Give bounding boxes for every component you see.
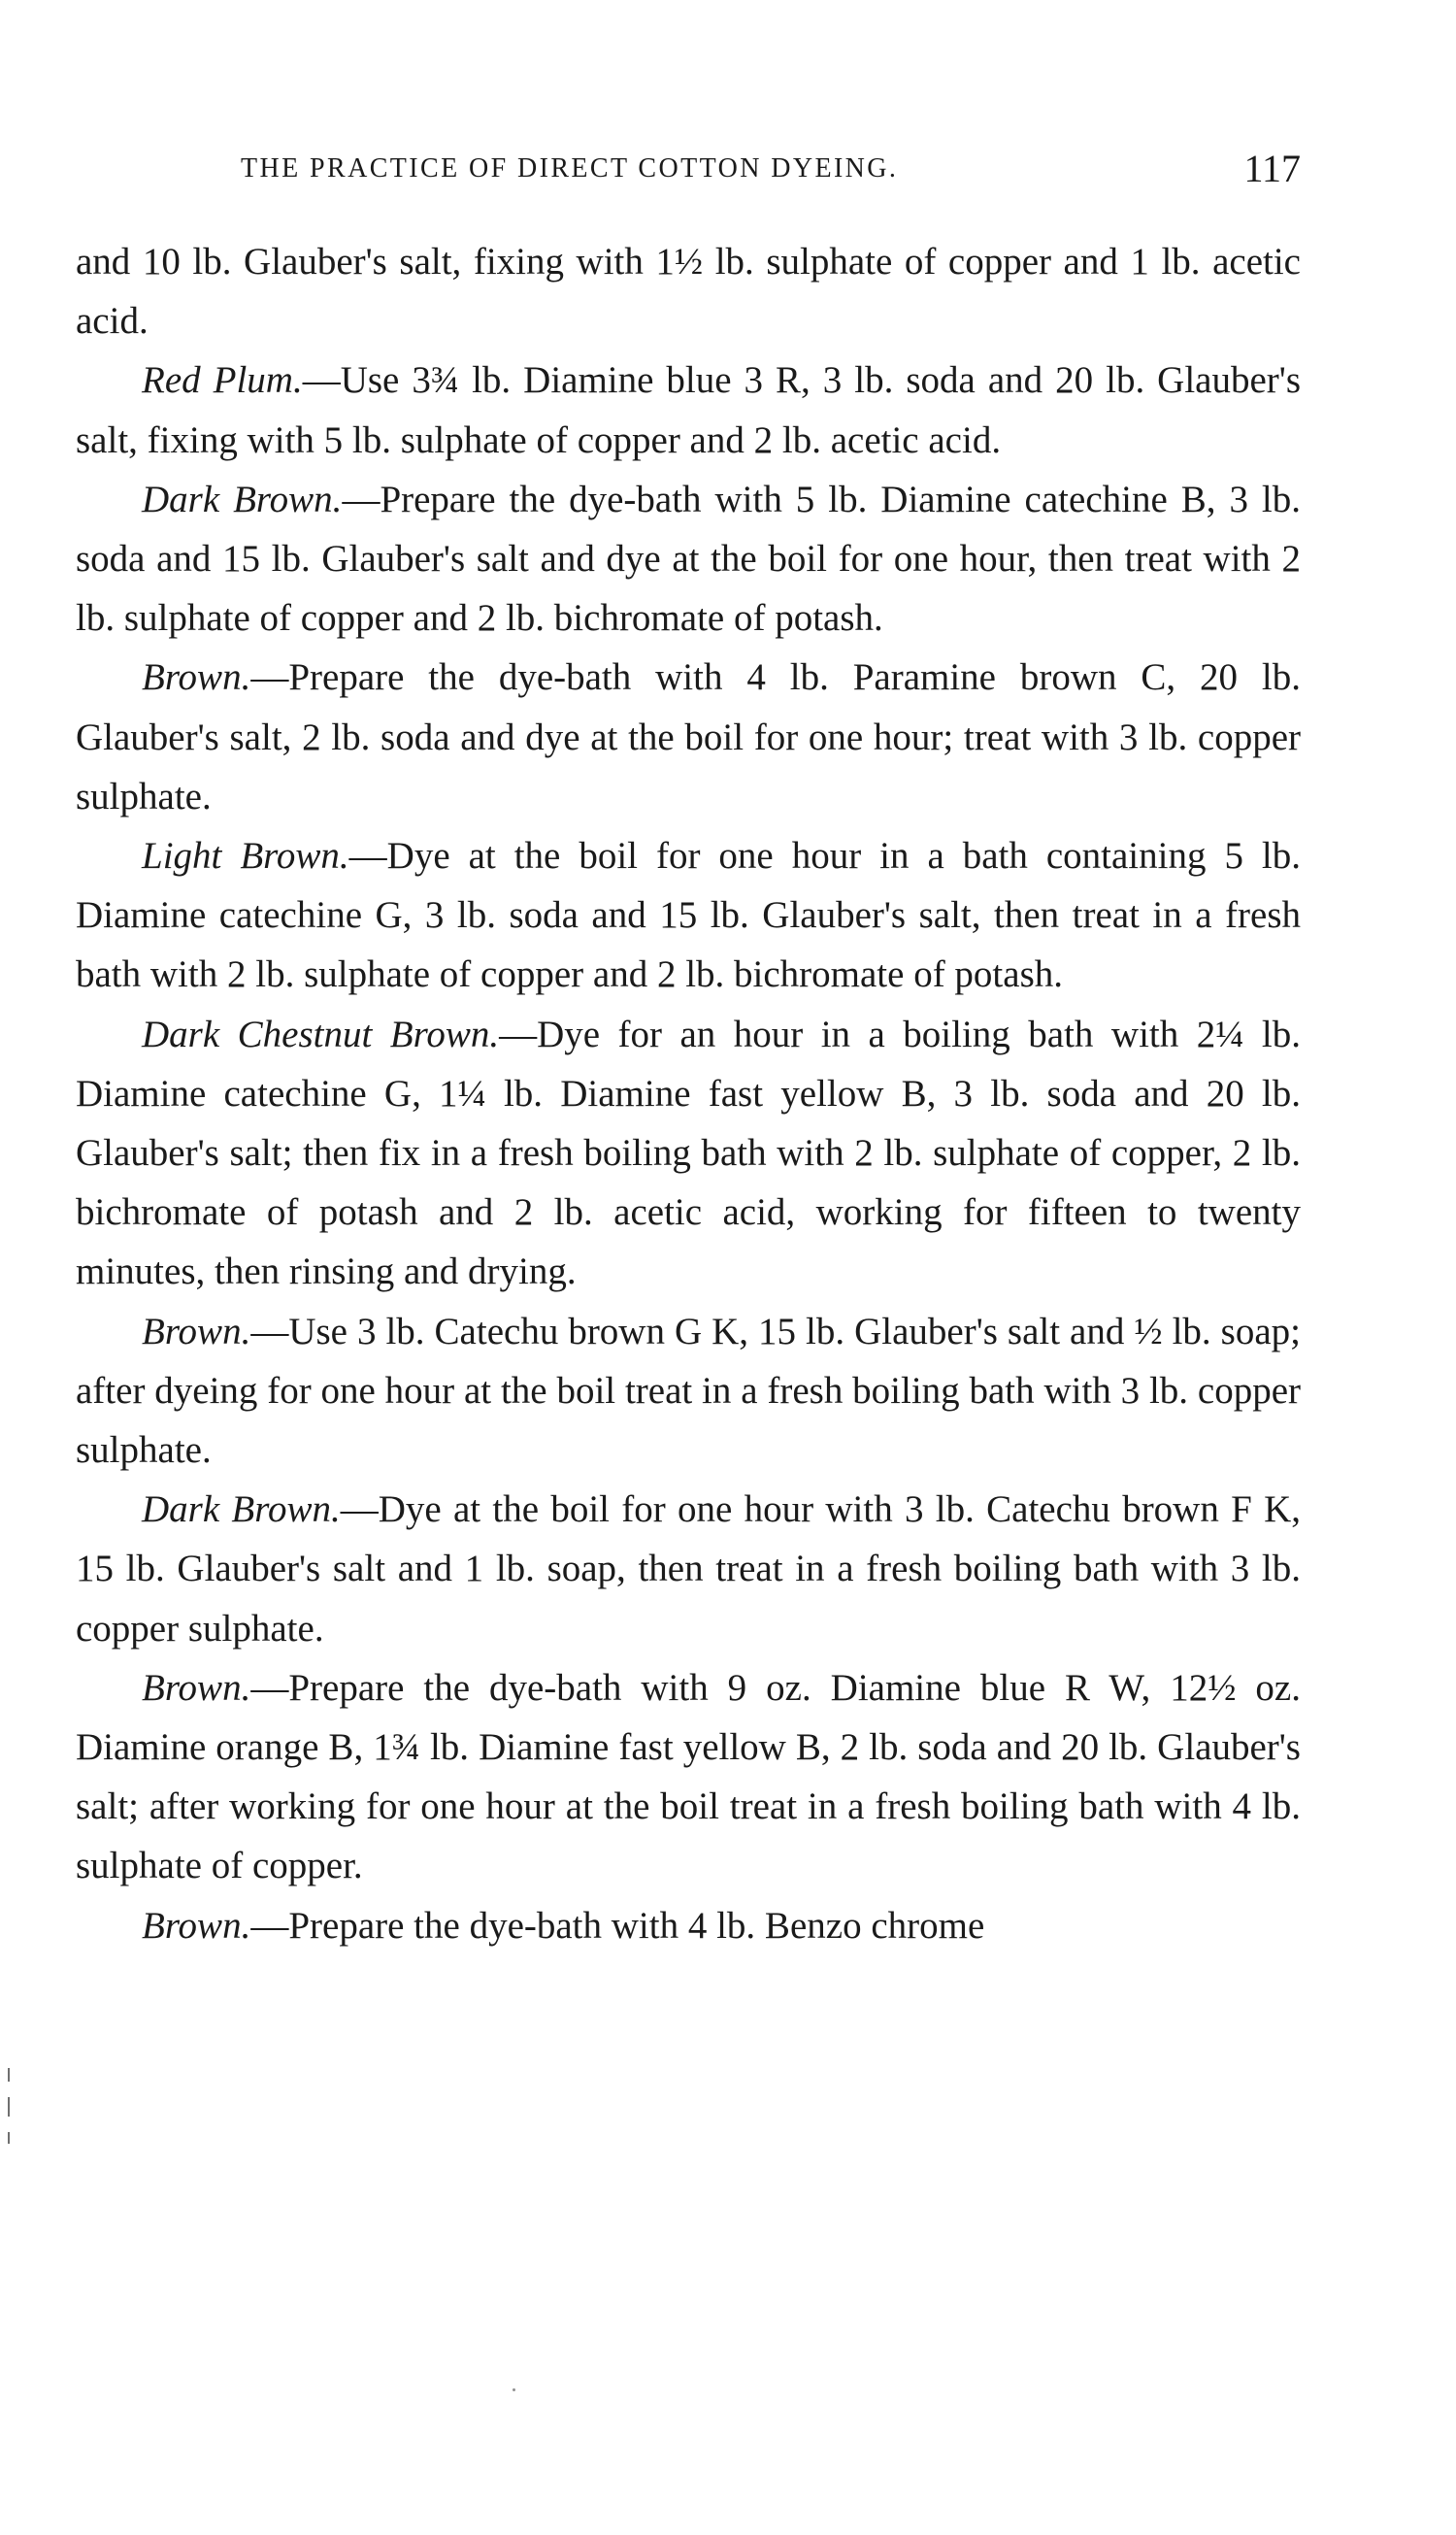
recipe-text: —Dye at the boil for one hour in a bath containing 5 lb. Diamine catechine G, 3 lb. soda and 15 lb. Glauber's salt, then treat in a fresh bath with 2 lb. sulphate of copper and 2 lb. bichromate of potash. [76, 835, 1301, 996]
page-number: 117 [1243, 147, 1301, 190]
margin-scan-mark [8, 2097, 10, 2117]
recipe-text: —Dye for an hour in a boiling bath with 2¼ lb. Diamine catechine G, 1¼ lb. Diamine fast yellow B, 3 lb. soda and 20 lb. Glauber's salt; then fix in a fresh boiling bath with 2 lb. sulphate of copper, 2 lb. bichromate of potash and 2 lb. acetic acid, working for fifteen to twenty minutes, then rinsing and drying. [76, 1013, 1302, 1293]
page-header [76, 146, 1301, 204]
recipe-brown-3 [76, 1658, 1301, 1896]
recipe-heading: Brown. [142, 1310, 251, 1352]
recipe-heading: Brown. [142, 1904, 251, 1947]
recipe-dark-chestnut-brown [76, 1005, 1301, 1302]
recipe-heading: Red Plum. [142, 359, 303, 402]
recipe-brown-4 [76, 1896, 1301, 1955]
paragraph-text: and 10 lb. Glauber's salt, fixing with 1½ lb. sulphate of copper and 1 lb. acetic acid. [76, 241, 1301, 343]
paragraph-continuation [76, 232, 1301, 350]
running-title: THE PRACTICE OF DIRECT COTTON DYEING. [241, 153, 899, 183]
recipe-heading: Dark Brown. [142, 1488, 341, 1531]
body-text [76, 232, 1301, 1955]
recipe-brown-2 [76, 1302, 1301, 1481]
recipe-light-brown [76, 826, 1301, 1005]
recipe-heading: Dark Brown. [142, 478, 343, 520]
recipe-brown-1 [76, 648, 1301, 826]
recipe-text: —Prepare the dye-bath with 4 lb. Paramine brown C, 20 lb. Glauber's salt, 2 lb. soda and dye at the boil for one hour; treat with 3 lb. copper sulphate. [76, 656, 1301, 817]
recipe-text: —Use 3¾ lb. Diamine blue 3 R, 3 lb. soda and 20 lb. Glauber's salt, fixing with 5 lb. sulphate of copper and 2 lb. acetic acid. [76, 359, 1301, 461]
scan-speck [513, 2388, 515, 2391]
margin-scan-mark [8, 2132, 10, 2144]
margin-scan-mark [8, 2068, 10, 2082]
recipe-heading: Brown. [142, 656, 251, 699]
recipe-heading: Brown. [142, 1666, 251, 1709]
recipe-text: —Dye at the boil for one hour with 3 lb. Catechu brown F K, 15 lb. Glauber's salt and 1 lb. soap, then treat in a fresh boiling bath with 3 lb. copper sulphate. [76, 1488, 1301, 1650]
recipe-heading: Dark Chestnut Brown. [142, 1013, 500, 1055]
recipe-heading: Light Brown. [142, 835, 349, 878]
recipe-dark-brown-1 [76, 470, 1301, 649]
recipe-dark-brown-2 [76, 1480, 1301, 1658]
recipe-text: —Use 3 lb. Catechu brown G K, 15 lb. Glauber's salt and ½ lb. soap; after dyeing for one hour at the boil treat in a fresh boiling bath with 3 lb. copper sulphate. [76, 1310, 1301, 1472]
recipe-text: —Prepare the dye-bath with 5 lb. Diamine catechine B, 3 lb. soda and 15 lb. Glauber's salt and dye at the boil for one hour, then treat with 2 lb. sulphate of copper and 2 lb. bichromate of potash. [76, 478, 1302, 640]
recipe-red-plum [76, 350, 1301, 469]
recipe-text: —Prepare the dye-bath with 4 lb. Benzo chrome [250, 1904, 985, 1947]
recipe-text: —Prepare the dye-bath with 9 oz. Diamine blue R W, 12½ oz. Diamine orange B, 1¾ lb. Diamine fast yellow B, 2 lb. soda and 20 lb. Glauber's salt; after working for one hour at the boil treat in a fresh boiling bath with 4 lb. sulphate of copper. [76, 1666, 1301, 1887]
